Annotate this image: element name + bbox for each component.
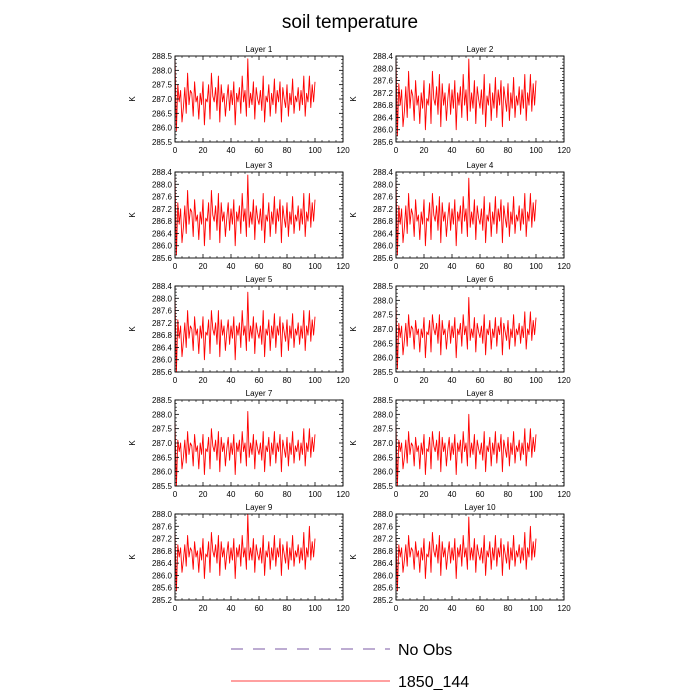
y-tick-label-layer-3-1: 286.0 [151,241,172,251]
y-tick-label-layer-5-6: 288.0 [151,294,172,304]
x-tick-label-layer-4-0: 0 [393,262,399,271]
y-tick-label-layer-10-0: 285.2 [372,596,393,605]
x-tick-label-layer-6-0: 0 [393,376,399,385]
series-line-layer-9 [175,514,315,591]
x-tick-label-layer-1-1: 20 [198,146,208,155]
y-tick-label-layer-10-4: 286.8 [372,546,393,556]
y-tick-label-layer-7-0: 285.5 [151,482,172,491]
y-tick-label-layer-7-6: 288.5 [151,396,172,405]
y-tick-label-layer-7-4: 287.5 [151,424,172,434]
y-tick-label-layer-9-2: 286.0 [151,571,172,581]
panel-layer-7 [128,389,350,499]
panel-layer-2 [349,45,571,155]
series-line-layer-8 [396,414,536,486]
panel-title-layer-7: Layer 7 [245,389,273,398]
x-tick-label-layer-1-6: 120 [336,146,350,155]
y-axis-label-layer-4: K [349,212,358,218]
x-tick-label-layer-7-0: 0 [172,490,178,499]
x-tick-label-layer-6-5: 100 [529,376,543,385]
y-tick-label-layer-5-1: 286.0 [151,355,172,365]
legend [231,642,469,691]
y-tick-label-layer-9-5: 287.2 [151,534,172,544]
x-tick-label-layer-5-4: 80 [282,376,292,385]
y-axis-label-layer-8: K [349,440,358,446]
x-tick-label-layer-9-2: 40 [226,604,236,613]
y-tick-label-layer-4-3: 286.8 [372,217,393,227]
series-line-layer-2 [396,59,536,136]
y-tick-label-layer-2-6: 288.0 [372,64,393,74]
y-tick-label-layer-8-6: 288.5 [372,396,393,405]
legend-label-no-obs: No Obs [398,642,453,659]
panel-title-layer-3: Layer 3 [245,161,273,170]
y-tick-label-layer-4-5: 287.6 [372,192,393,202]
x-tick-label-layer-10-0: 0 [393,604,399,613]
series-line-layer-5 [175,292,315,372]
x-tick-label-layer-9-0: 0 [172,604,178,613]
y-tick-label-layer-1-3: 287.0 [151,95,172,104]
y-tick-label-layer-7-1: 286.0 [151,467,172,477]
figure-title: soil temperature [281,12,419,33]
y-tick-label-layer-7-3: 287.0 [151,439,172,448]
y-tick-label-layer-9-6: 287.6 [151,522,172,532]
x-tick-label-layer-7-6: 120 [336,490,350,499]
y-tick-label-layer-5-5: 287.6 [151,306,172,316]
series-line-layer-4 [396,178,536,255]
panel-title-layer-1: Layer 1 [245,45,273,54]
x-tick-label-layer-1-0: 0 [172,146,178,155]
y-tick-label-layer-4-0: 285.6 [372,254,393,263]
y-tick-label-layer-10-1: 285.6 [372,583,393,593]
x-tick-label-layer-10-4: 80 [503,604,513,613]
y-tick-label-layer-2-2: 286.4 [372,113,393,123]
x-tick-label-layer-6-4: 80 [503,376,513,385]
y-tick-label-layer-1-0: 285.5 [151,138,172,147]
panel-layer-4 [349,161,571,271]
legend-label-1850-144: 1850_144 [398,674,470,691]
series-line-layer-7 [175,411,315,486]
y-tick-label-layer-5-7: 288.4 [151,282,172,291]
y-tick-label-layer-7-2: 286.5 [151,453,172,463]
x-tick-label-layer-2-4: 80 [503,146,513,155]
x-tick-label-layer-6-1: 20 [419,376,429,385]
x-tick-label-layer-7-2: 40 [226,490,236,499]
y-tick-label-layer-1-2: 286.5 [151,109,172,119]
panel-layer-6 [349,275,571,385]
y-axis-label-layer-3: K [128,212,137,218]
y-tick-label-layer-6-2: 286.5 [372,339,393,349]
x-tick-label-layer-9-5: 100 [308,604,322,613]
x-tick-label-layer-5-5: 100 [308,376,322,385]
x-tick-label-layer-1-3: 60 [254,146,264,155]
y-tick-label-layer-10-5: 287.2 [372,534,393,544]
y-tick-label-layer-10-7: 288.0 [372,510,393,519]
x-tick-label-layer-1-2: 40 [226,146,236,155]
y-tick-label-layer-9-4: 286.8 [151,546,172,556]
panel-title-layer-9: Layer 9 [245,503,273,512]
y-axis-label-layer-7: K [128,440,137,446]
y-tick-label-layer-3-2: 286.4 [151,229,172,239]
x-tick-label-layer-2-2: 40 [447,146,457,155]
x-tick-label-layer-9-3: 60 [254,604,264,613]
y-tick-label-layer-5-3: 286.8 [151,331,172,341]
x-tick-label-layer-5-3: 60 [254,376,264,385]
panel-layer-9 [128,503,350,613]
series-line-layer-1 [175,59,315,131]
y-tick-label-layer-1-6: 288.5 [151,52,172,61]
panel-title-layer-2: Layer 2 [466,45,494,54]
x-tick-label-layer-10-1: 20 [419,604,429,613]
x-tick-label-layer-10-5: 100 [529,604,543,613]
y-tick-label-layer-1-4: 287.5 [151,80,172,90]
x-tick-label-layer-2-6: 120 [557,146,571,155]
x-tick-label-layer-7-5: 100 [308,490,322,499]
panel-layer-8 [349,389,571,499]
x-tick-label-layer-3-1: 20 [198,262,208,271]
y-tick-label-layer-3-6: 288.0 [151,180,172,190]
x-tick-label-layer-6-6: 120 [557,376,571,385]
x-tick-label-layer-8-2: 40 [447,490,457,499]
x-tick-label-layer-9-1: 20 [198,604,208,613]
x-tick-label-layer-2-5: 100 [529,146,543,155]
panel-layer-5 [128,275,350,385]
x-tick-label-layer-3-4: 80 [282,262,292,271]
series-line-layer-10 [396,517,536,591]
y-tick-label-layer-8-4: 287.5 [372,424,393,434]
x-tick-label-layer-9-4: 80 [282,604,292,613]
y-tick-label-layer-8-2: 286.5 [372,453,393,463]
x-tick-label-layer-8-3: 60 [475,490,485,499]
y-tick-label-layer-6-0: 285.5 [372,368,393,377]
x-tick-label-layer-4-3: 60 [475,262,485,271]
y-tick-label-layer-5-2: 286.4 [151,343,172,353]
y-tick-label-layer-4-6: 288.0 [372,180,393,190]
x-tick-label-layer-6-3: 60 [475,376,485,385]
x-tick-label-layer-4-1: 20 [419,262,429,271]
y-tick-label-layer-6-3: 287.0 [372,325,393,334]
x-tick-label-layer-1-5: 100 [308,146,322,155]
x-tick-label-layer-4-4: 80 [503,262,513,271]
x-tick-label-layer-8-6: 120 [557,490,571,499]
y-axis-label-layer-1: K [128,96,137,102]
y-tick-label-layer-2-5: 287.6 [372,76,393,86]
y-tick-label-layer-5-4: 287.2 [151,318,172,328]
y-tick-label-layer-7-5: 288.0 [151,410,172,420]
panel-title-layer-4: Layer 4 [466,161,494,170]
y-tick-label-layer-3-4: 287.2 [151,204,172,214]
y-tick-label-layer-6-6: 288.5 [372,282,393,291]
x-tick-label-layer-8-4: 80 [503,490,513,499]
y-tick-label-layer-3-3: 286.8 [151,217,172,227]
y-tick-label-layer-2-0: 285.6 [372,138,393,147]
y-axis-label-layer-2: K [349,96,358,102]
x-tick-label-layer-7-1: 20 [198,490,208,499]
x-tick-label-layer-2-1: 20 [419,146,429,155]
y-tick-label-layer-2-4: 287.2 [372,88,393,98]
x-tick-label-layer-2-0: 0 [393,146,399,155]
y-axis-label-layer-10: K [349,554,358,560]
x-tick-label-layer-9-6: 120 [336,604,350,613]
panel-layer-1 [128,45,350,155]
y-tick-label-layer-4-1: 286.0 [372,241,393,251]
y-tick-label-layer-8-0: 285.5 [372,482,393,491]
x-tick-label-layer-10-3: 60 [475,604,485,613]
y-tick-label-layer-5-0: 285.6 [151,368,172,377]
x-tick-label-layer-10-2: 40 [447,604,457,613]
y-tick-label-layer-9-1: 285.6 [151,583,172,593]
x-tick-label-layer-4-6: 120 [557,262,571,271]
x-tick-label-layer-2-3: 60 [475,146,485,155]
y-tick-label-layer-2-3: 286.8 [372,101,393,111]
x-tick-label-layer-8-5: 100 [529,490,543,499]
y-axis-label-layer-5: K [128,326,137,332]
x-tick-label-layer-8-1: 20 [419,490,429,499]
x-tick-label-layer-4-5: 100 [529,262,543,271]
y-tick-label-layer-1-5: 288.0 [151,66,172,76]
x-tick-label-layer-5-0: 0 [172,376,178,385]
y-tick-label-layer-8-5: 288.0 [372,410,393,420]
x-tick-label-layer-3-5: 100 [308,262,322,271]
panel-title-layer-10: Layer 10 [464,503,496,512]
y-tick-label-layer-4-2: 286.4 [372,229,393,239]
x-tick-label-layer-1-4: 80 [282,146,292,155]
x-tick-label-layer-4-2: 40 [447,262,457,271]
panels-grid [128,45,571,613]
y-tick-label-layer-10-2: 286.0 [372,571,393,581]
y-tick-label-layer-6-1: 286.0 [372,353,393,363]
x-tick-label-layer-5-2: 40 [226,376,236,385]
y-tick-label-layer-8-1: 286.0 [372,467,393,477]
panel-title-layer-5: Layer 5 [245,275,273,284]
y-axis-label-layer-6: K [349,326,358,332]
x-tick-label-layer-3-3: 60 [254,262,264,271]
x-tick-label-layer-10-6: 120 [557,604,571,613]
y-tick-label-layer-9-0: 285.2 [151,596,172,605]
x-tick-label-layer-3-2: 40 [226,262,236,271]
y-tick-label-layer-9-7: 288.0 [151,510,172,519]
x-tick-label-layer-7-4: 80 [282,490,292,499]
series-line-layer-3 [175,175,315,255]
panel-title-layer-8: Layer 8 [466,389,494,398]
y-tick-label-layer-3-0: 285.6 [151,254,172,263]
y-tick-label-layer-8-3: 287.0 [372,439,393,448]
y-tick-label-layer-4-4: 287.2 [372,204,393,214]
x-tick-label-layer-8-0: 0 [393,490,399,499]
y-tick-label-layer-10-6: 287.6 [372,522,393,532]
x-tick-label-layer-5-6: 120 [336,376,350,385]
y-axis-label-layer-9: K [128,554,137,560]
x-tick-label-layer-3-0: 0 [172,262,178,271]
y-tick-label-layer-1-1: 286.0 [151,123,172,133]
y-tick-label-layer-2-7: 288.4 [372,52,393,61]
y-tick-label-layer-9-3: 286.4 [151,559,172,569]
panel-layer-3 [128,161,350,271]
panel-layer-10 [349,503,571,613]
panel-title-layer-6: Layer 6 [466,275,494,284]
y-tick-label-layer-2-1: 286.0 [372,125,393,135]
x-tick-label-layer-5-1: 20 [198,376,208,385]
y-tick-label-layer-6-4: 287.5 [372,310,393,320]
y-tick-label-layer-3-7: 288.4 [151,168,172,177]
x-tick-label-layer-6-2: 40 [447,376,457,385]
x-tick-label-layer-7-3: 60 [254,490,264,499]
series-line-layer-6 [396,297,536,369]
y-tick-label-layer-4-7: 288.4 [372,168,393,177]
y-tick-label-layer-10-3: 286.4 [372,559,393,569]
y-tick-label-layer-3-5: 287.6 [151,192,172,202]
x-tick-label-layer-3-6: 120 [336,262,350,271]
y-tick-label-layer-6-5: 288.0 [372,296,393,306]
